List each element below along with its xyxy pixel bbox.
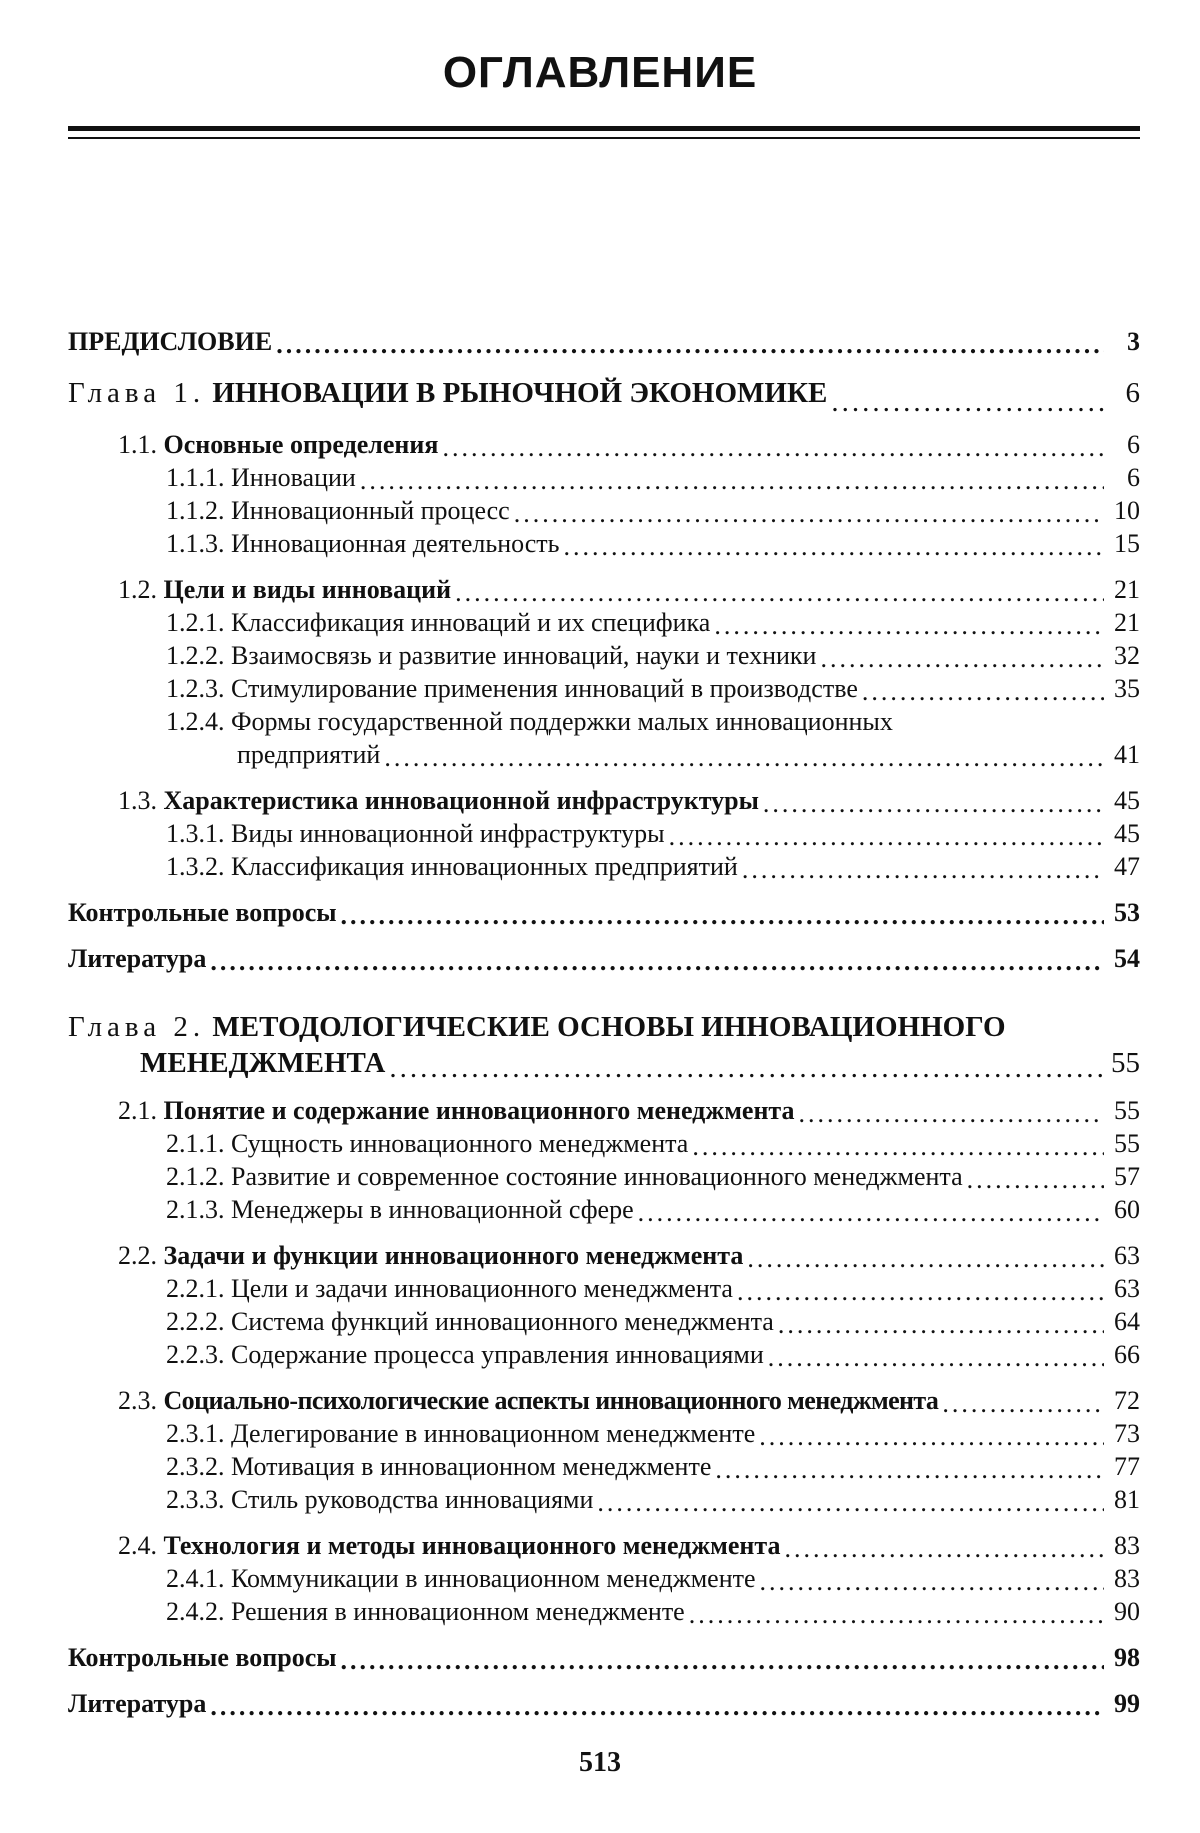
toc-subsection-1-2-4[interactable] [68, 738, 1140, 771]
toc-section-2-3[interactable] [68, 1384, 1140, 1417]
entry-label: 1.1.1. Инновации [166, 463, 356, 492]
entry-label: ПРЕДИСЛОВИЕ [68, 327, 273, 356]
leader-dots [862, 679, 1104, 705]
entry-page: 57 [1114, 1162, 1140, 1191]
entry-label: 2.2.3. Содержание процесса управления инновациями [166, 1340, 764, 1369]
entry-page: 77 [1114, 1452, 1140, 1481]
entry-label: 1.1.2. Инновационный процесс [166, 496, 510, 525]
leader-dots [763, 791, 1104, 817]
toc-entry-questions-1[interactable] [68, 896, 1140, 929]
leader-dots [389, 1055, 1104, 1081]
leader-dots [442, 435, 1104, 461]
entry-page: 54 [1114, 944, 1140, 973]
section-title: Технология и методы инновационного менеджмента [163, 1531, 781, 1560]
leader-dots [799, 1101, 1104, 1127]
entry-label: 2.1.3. Менеджеры в инновационной сфере [166, 1195, 634, 1224]
section-number: 2.4. [118, 1531, 157, 1560]
toc-subsection-2-2-2[interactable] [68, 1305, 1140, 1338]
toc-section-1-3[interactable] [68, 784, 1140, 817]
leader-dots [820, 646, 1104, 672]
entry-label: 2.1.1. Сущность инновационного менеджмента [166, 1129, 689, 1158]
section-number: 1.2. [118, 575, 157, 604]
entry-label: 2.2.2. Система функций инновационного менеджмента [166, 1307, 774, 1336]
leader-dots [514, 501, 1104, 527]
leader-dots [669, 824, 1104, 850]
entry-label: 1.1.3. Инновационная деятельность [166, 529, 560, 558]
entry-page: 66 [1114, 1340, 1140, 1369]
leader-dots [564, 534, 1104, 560]
leader-dots [768, 1345, 1104, 1371]
leader-dots [360, 468, 1104, 494]
page-title: ОГЛАВЛЕНИЕ [442, 48, 758, 97]
toc-subsection-2-3-1[interactable] [68, 1417, 1140, 1450]
toc-subsection-1-2-3[interactable] [68, 672, 1140, 705]
toc-section-2-2[interactable] [68, 1239, 1140, 1272]
leader-dots [967, 1167, 1104, 1193]
section-number: 1.3. [118, 786, 157, 815]
entry-page: 6 [1127, 430, 1140, 459]
entry-page: 60 [1114, 1195, 1140, 1224]
entry-page: 83 [1114, 1531, 1140, 1560]
entry-page: 53 [1114, 898, 1140, 927]
entry-label: 2.1.2. Развитие и современное состояние инновационного менеджмента [166, 1162, 963, 1191]
toc-entry-questions-2[interactable] [68, 1641, 1140, 1674]
leader-dots [831, 389, 1104, 415]
entry-page: 98 [1114, 1643, 1140, 1672]
section-number: 2.1. [118, 1096, 157, 1125]
leader-dots [341, 1648, 1104, 1674]
entry-label: 2.4.1. Коммуникации в инновационном менеджменте [166, 1564, 756, 1593]
entry-page: 15 [1114, 529, 1140, 558]
entry-page: 21 [1114, 608, 1140, 637]
toc-subsection-2-4-2[interactable] [68, 1595, 1140, 1628]
leader-dots [692, 1134, 1104, 1160]
entry-label: 2.3.3. Стиль руководства инновациями [166, 1485, 594, 1514]
table-of-contents [68, 325, 1140, 1720]
entry-label: 2.3.1. Делегирование в инновационном менеджменте [166, 1419, 756, 1448]
chapter-prefix: Глава 1. [68, 377, 206, 409]
toc-chapter-1[interactable] [68, 371, 1140, 415]
toc-subsection-2-1-2[interactable] [68, 1160, 1140, 1193]
section-title: Социально-психологические аспекты инновационного менеджмента [163, 1386, 939, 1415]
entry-page: 55 [1114, 1096, 1140, 1125]
leader-dots [942, 1391, 1104, 1417]
section-title: Цели и виды инноваций [163, 575, 452, 604]
title-rule-thin [68, 137, 1140, 139]
toc-subsection-2-2-1[interactable] [68, 1272, 1140, 1305]
entry-label: 2.4.2. Решения в инновационном менеджменте [166, 1597, 685, 1626]
leader-dots [747, 1246, 1104, 1272]
leader-dots [737, 1279, 1104, 1305]
entry-page: 21 [1114, 575, 1140, 604]
toc-section-1-2[interactable] [68, 573, 1140, 606]
toc-section-1-1[interactable] [68, 428, 1140, 461]
entry-page: 90 [1114, 1597, 1140, 1626]
entry-page: 64 [1114, 1307, 1140, 1336]
leader-dots [210, 949, 1104, 975]
leader-dots [714, 613, 1104, 639]
toc-chapter-2[interactable] [68, 1045, 1140, 1081]
chapter-title: ИННОВАЦИИ В РЫНОЧНОЙ ЭКОНОМИКЕ [212, 377, 828, 409]
entry-page: 73 [1114, 1419, 1140, 1448]
section-number: 1.1. [118, 430, 157, 459]
section-title: Характеристика инновационной инфраструктуры [163, 786, 759, 815]
leader-dots [742, 857, 1104, 883]
entry-page: 55 [1111, 1047, 1140, 1079]
toc-subsection-1-1-2[interactable] [68, 494, 1140, 527]
entry-label: Контрольные вопросы [68, 898, 337, 927]
entry-label: 2.2.1. Цели и задачи инновационного менеджмента [166, 1274, 733, 1303]
entry-page: 83 [1114, 1564, 1140, 1593]
leader-dots [715, 1457, 1104, 1483]
toc-subsection-1-3-1[interactable] [68, 817, 1140, 850]
entry-page: 45 [1114, 786, 1140, 815]
toc-section-2-4[interactable] [68, 1529, 1140, 1562]
toc-subsection-1-2-4-line1[interactable]: 1.2.4. Формы государственной поддержки малых инновационных [166, 707, 893, 736]
leader-dots [759, 1424, 1104, 1450]
entry-page: 6 [1127, 463, 1140, 492]
entry-label: Литература [68, 1689, 207, 1718]
entry-label: Контрольные вопросы [68, 1643, 337, 1672]
leader-dots [597, 1490, 1104, 1516]
section-number: 2.2. [118, 1241, 157, 1270]
entry-label: 1.3.2. Классификация инновационных предприятий [166, 852, 738, 881]
toc-subsection-2-3-2[interactable] [68, 1450, 1140, 1483]
entry-label: 1.2.2. Взаимосвязь и развитие инноваций, науки и техники [166, 641, 817, 670]
toc-entry-literature-2[interactable] [68, 1687, 1140, 1720]
chapter-prefix: Глава 2. [68, 1011, 206, 1043]
entry-label: Литература [68, 944, 207, 973]
entry-page: 41 [1114, 740, 1140, 769]
entry-page: 72 [1114, 1386, 1140, 1415]
section-title: Основные определения [163, 430, 439, 459]
leader-dots [784, 1536, 1104, 1562]
toc-chapter-2-line1[interactable] [68, 1009, 1140, 1045]
toc-subsection-1-3-2[interactable] [68, 850, 1140, 883]
leader-dots [384, 745, 1104, 771]
chapter-title: МЕТОДОЛОГИЧЕСКИЕ ОСНОВЫ ИННОВАЦИОННОГО [212, 1011, 1006, 1043]
leader-dots [760, 1569, 1104, 1595]
leader-dots [638, 1200, 1104, 1226]
leader-dots [455, 580, 1104, 606]
entry-page: 55 [1114, 1129, 1140, 1158]
page-number: 513 [579, 1747, 621, 1778]
toc-subsection-1-2-1[interactable] [68, 606, 1140, 639]
entry-page: 47 [1114, 852, 1140, 881]
entry-page: 81 [1114, 1485, 1140, 1514]
toc-subsection-1-1-3[interactable] [68, 527, 1140, 560]
leader-dots [276, 332, 1104, 358]
chapter-title-cont: МЕНЕДЖМЕНТА [140, 1047, 386, 1079]
toc-subsection-2-1-1[interactable] [68, 1127, 1140, 1160]
section-title: Задачи и функции инновационного менеджмента [163, 1241, 744, 1270]
entry-page: 45 [1114, 819, 1140, 848]
toc-entry-literature-1[interactable] [68, 942, 1140, 975]
entry-page: 63 [1114, 1241, 1140, 1270]
entry-label: 1.3.1. Виды инновационной инфраструктуры [166, 819, 665, 848]
entry-label: 1.2.1. Классификация инноваций и их специфика [166, 608, 711, 637]
toc-entry-preface[interactable] [68, 325, 1140, 358]
toc-section-2-1[interactable] [68, 1094, 1140, 1127]
entry-page: 99 [1114, 1689, 1140, 1718]
leader-dots [341, 903, 1104, 929]
leader-dots [210, 1694, 1104, 1720]
toc-subsection-2-2-3[interactable] [68, 1338, 1140, 1371]
entry-label: 1.2.3. Стимулирование применения инноваций в производстве [166, 674, 858, 703]
entry-label: предприятий [237, 740, 381, 769]
entry-page: 32 [1114, 641, 1140, 670]
toc-subsection-1-1-1[interactable] [68, 461, 1140, 494]
toc-subsection-1-2-2[interactable] [68, 639, 1140, 672]
entry-page: 6 [1125, 377, 1140, 409]
entry-page: 10 [1114, 496, 1140, 525]
entry-label: 2.3.2. Мотивация в инновационном менеджменте [166, 1452, 712, 1481]
toc-subsection-2-3-3[interactable] [68, 1483, 1140, 1516]
entry-page: 63 [1114, 1274, 1140, 1303]
entry-page: 3 [1127, 327, 1140, 356]
leader-dots [778, 1312, 1104, 1338]
title-rule-thick [68, 126, 1140, 131]
entry-page: 35 [1114, 674, 1140, 703]
toc-subsection-2-4-1[interactable] [68, 1562, 1140, 1595]
section-title: Понятие и содержание инновационного менеджмента [163, 1096, 795, 1125]
toc-subsection-2-1-3[interactable] [68, 1193, 1140, 1226]
leader-dots [689, 1602, 1104, 1628]
section-number: 2.3. [118, 1386, 157, 1415]
